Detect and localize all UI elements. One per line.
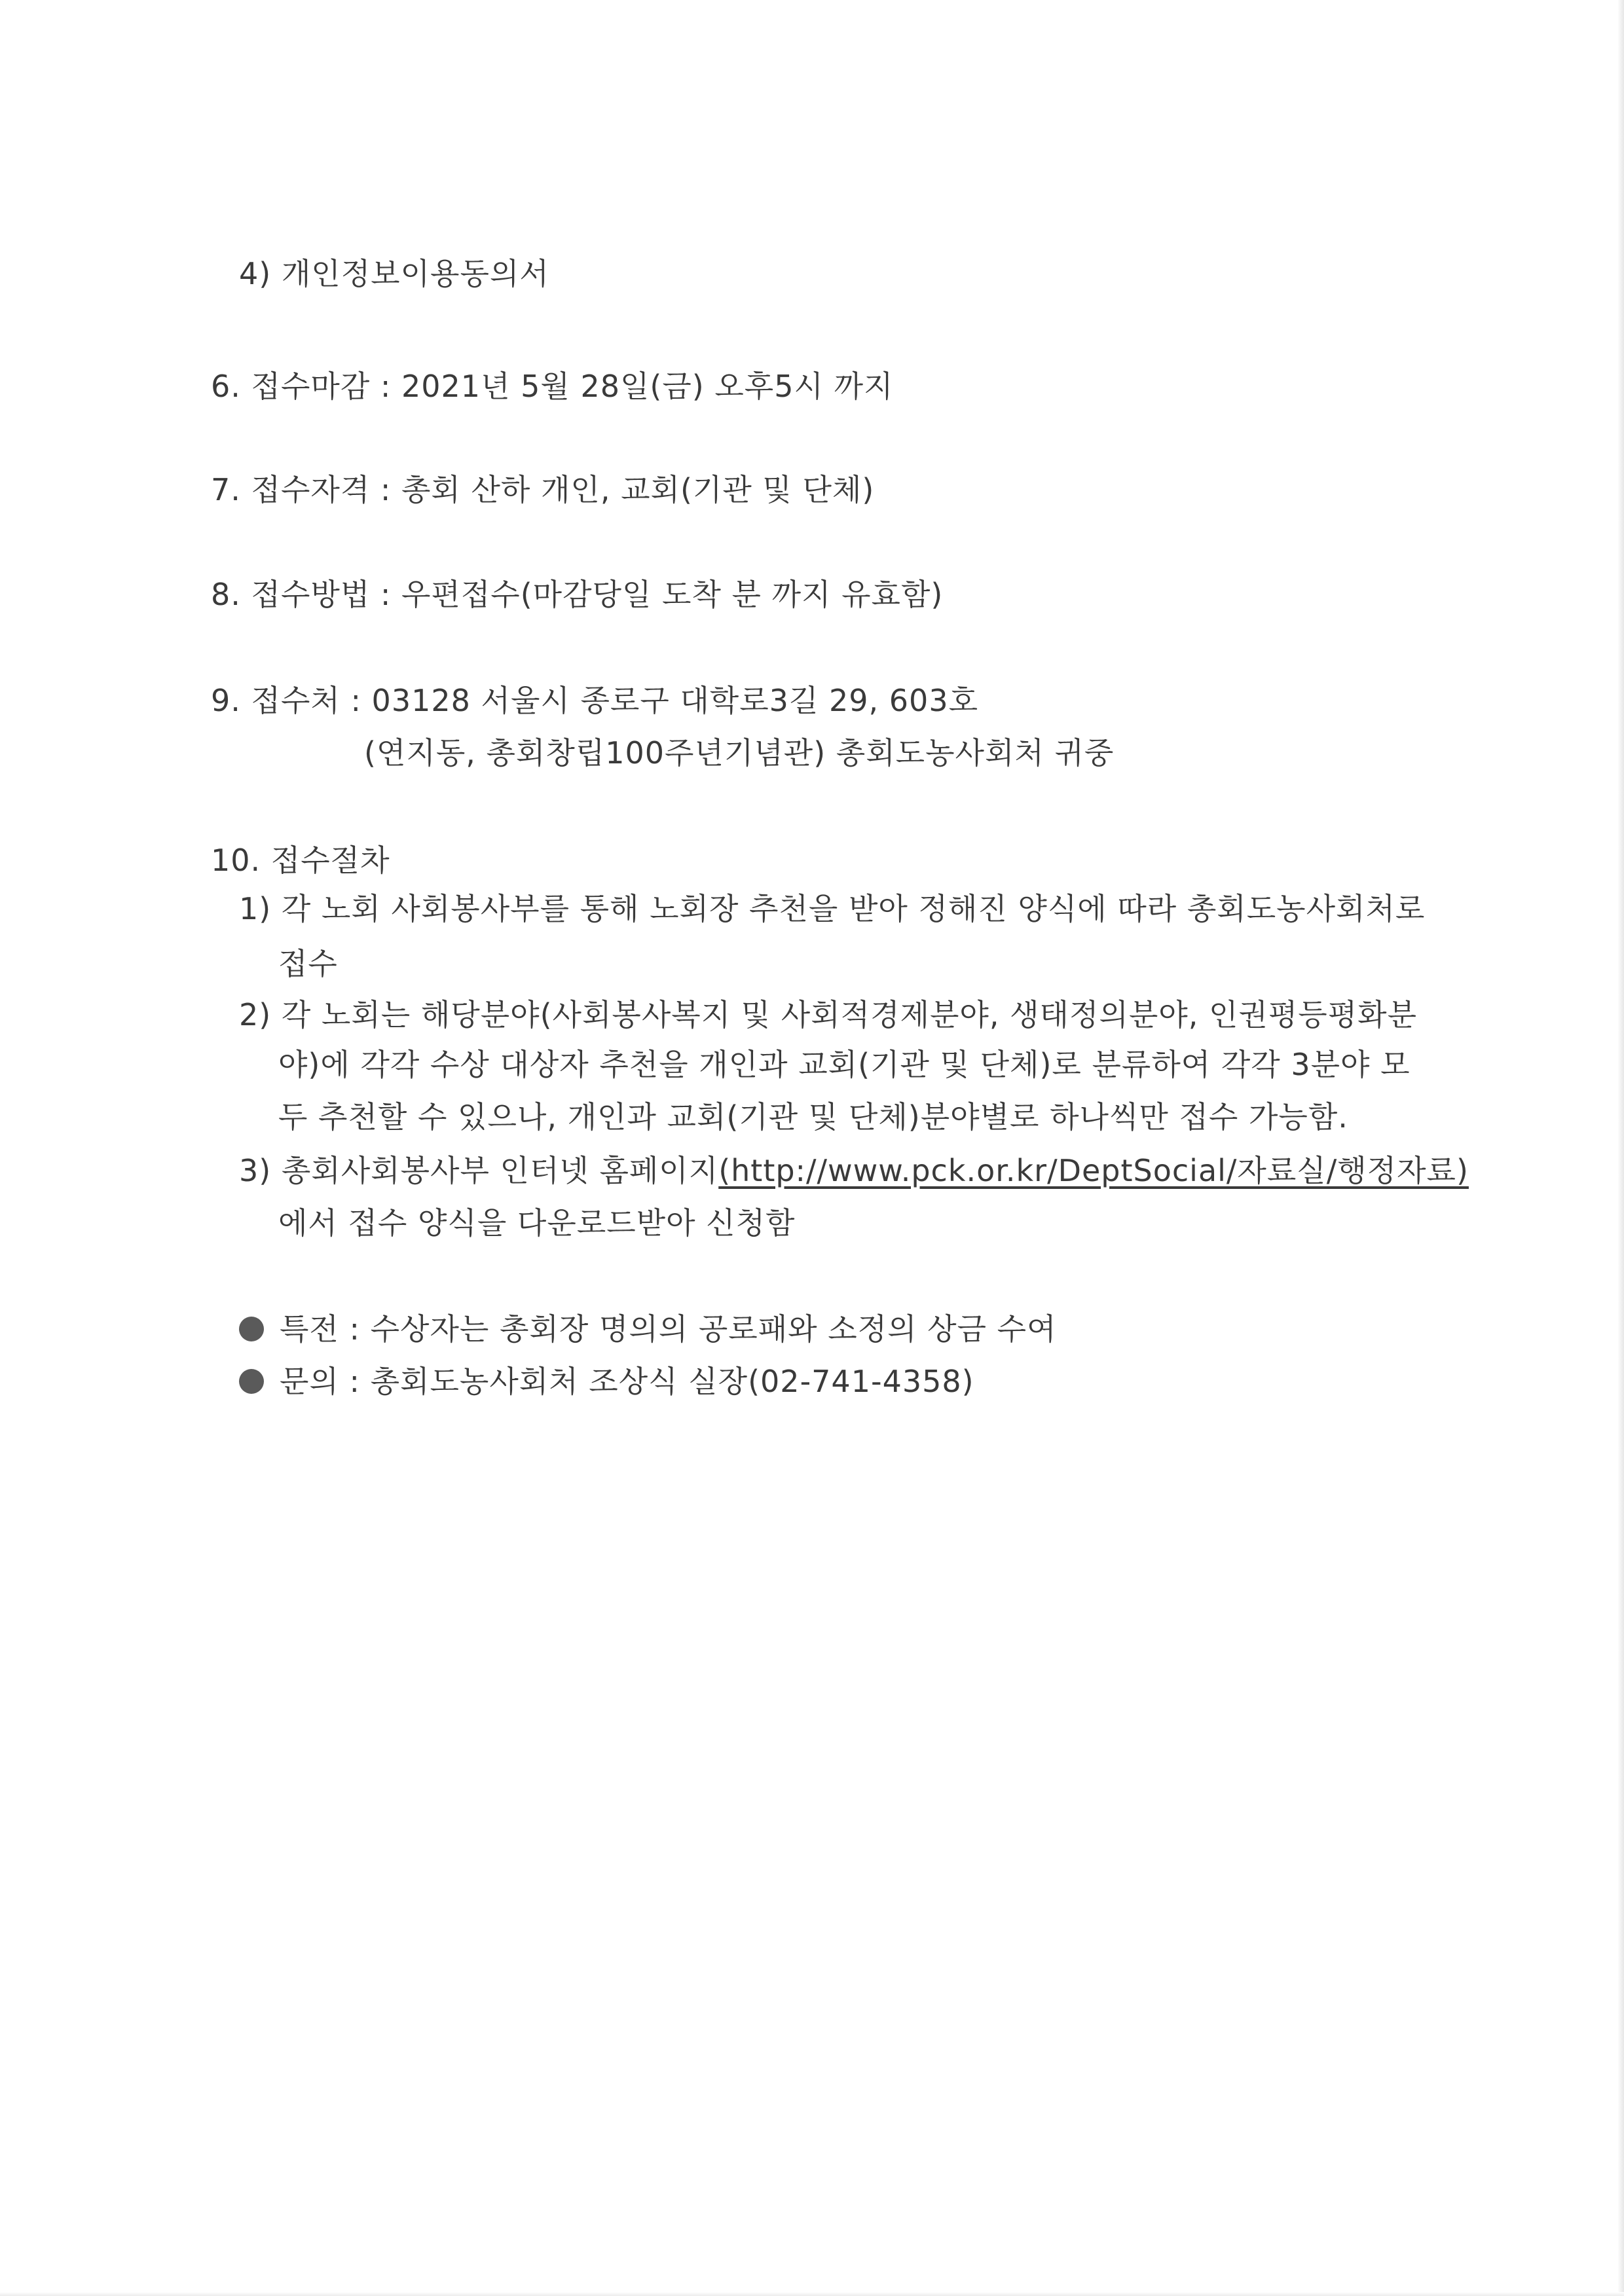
item4-sub-line: 4) 개인정보이용동의서 (239, 256, 549, 291)
procedure-step1-line1: 1) 각 노회 사회봉사부를 통해 노회장 추천을 받아 정해진 양식에 따라 총회도농사회처로 (239, 891, 1426, 926)
scan-edge-shadow (1617, 0, 1624, 2296)
procedure-step2-line1: 2) 각 노회는 해당분야(사회봉사복지 및 사회적경제분야, 생태정의분야, 인권평등평화분 (239, 997, 1418, 1032)
inquiry-text: 문의 : 총회도농사회처 조상식 실장(02-741-4358) (280, 1364, 974, 1399)
eligibility-line: 7. 접수자격 : 총회 산하 개인, 교회(기관 및 단체) (211, 472, 875, 507)
bullet-inquiry (239, 1362, 974, 1401)
submission-method-line: 8. 접수방법 : 우편접수(마감당일 도착 분 까지 유효함) (211, 577, 944, 612)
procedure-step3-line1 (239, 1151, 1469, 1190)
deadline-line: 6. 접수마감 : 2021년 5월 28일(금) 오후5시 까지 (211, 369, 894, 404)
procedure-step2-line3: 두 추천할 수 있으나, 개인과 교회(기관 및 단체)분야별로 하나씩만 접수 가능함. (278, 1099, 1348, 1135)
procedure-step3-line2: 에서 접수 양식을 다운로드받아 신청함 (278, 1205, 796, 1241)
procedure-title: 10. 접수절차 (211, 843, 390, 878)
procedure-step3-prefix: 3) 총회사회봉사부 인터넷 홈페이지 (239, 1153, 719, 1188)
procedure-step2-line2: 야)에 각각 수상 대상자 추천을 개인과 교회(기관 및 단체)로 분류하여 각각 3분야 모 (278, 1047, 1411, 1082)
bullet-dot-icon (239, 1369, 264, 1394)
benefit-text: 특전 : 수상자는 총회장 명의의 공로패와 소정의 상금 수여 (280, 1311, 1057, 1347)
bullet-dot-icon (239, 1317, 264, 1341)
homepage-link[interactable]: (http://www.pck.or.kr/DeptSocial/자료실/행정자료) (718, 1153, 1469, 1188)
bullet-benefit (239, 1309, 1057, 1349)
submission-address-line: 9. 접수처 : 03128 서울시 종로구 대학로3길 29, 603호 (211, 683, 979, 718)
submission-address-detail: (연지동, 총회창립100주년기념관) 총회도농사회처 귀중 (364, 735, 1115, 771)
procedure-step1-line2: 접수 (278, 946, 338, 981)
scan-bottom-shadow (0, 2292, 1624, 2296)
